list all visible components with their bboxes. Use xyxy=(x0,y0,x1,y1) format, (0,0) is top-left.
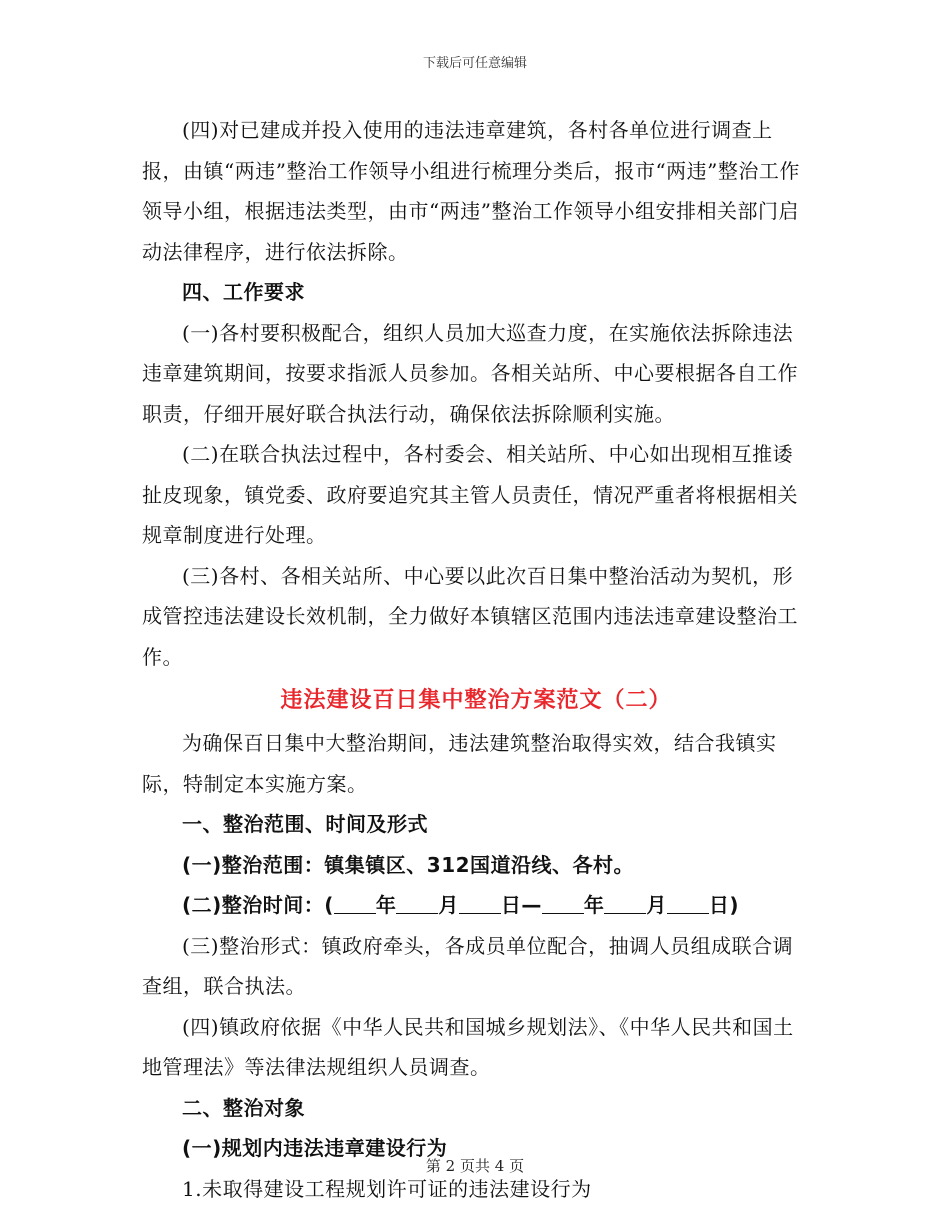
document-body xyxy=(142,110,810,1209)
paragraph-form: (三)整治形式：镇政府牵头，各成员单位配合，抽调人员组成联合调查组，联合执法。 xyxy=(142,933,794,998)
label-day-close: 日) xyxy=(708,893,740,917)
paragraph-si: (四)对已建成并投入使用的违法违章建筑，各村各单位进行调查上报，由镇“两违”整治工作领导小组进行梳理分类后，报市“两违”整治工作领导小组，根据违法类型，由市“两违”整治工作领导小组安排相关部门启动法律程序，进行依法拆除。 xyxy=(142,118,800,264)
blank-day-start xyxy=(459,893,501,914)
blank-year-end xyxy=(542,893,584,914)
blank-month-start xyxy=(396,893,438,914)
paragraph-time xyxy=(142,885,810,926)
paragraph-er: (二)在联合执法过程中，各村委会、相关站所、中心如出现相互推诿扯皮现象，镇党委、政府要追究其主管人员责任，情况严重者将根据相关规章制度进行处理。 xyxy=(142,442,798,547)
blank-month-end xyxy=(604,893,646,914)
heading-targets: 二、整治对象 xyxy=(182,1095,305,1120)
heading-planned-violations: (一)规划内违法违章建设行为 xyxy=(182,1136,448,1160)
blank-day-end xyxy=(667,893,709,914)
time-prefix: (二)整治时间：( xyxy=(182,893,334,917)
label-day-dash: 日— xyxy=(500,893,542,917)
label-year: 年 xyxy=(375,893,397,917)
heading-scope-time-form: 一、整治范围、时间及形式 xyxy=(182,812,428,836)
paragraph-intro: 为确保百日集中大整治期间，违法建筑整治取得实效，结合我镇实际，特制定本实施方案。 xyxy=(142,731,777,796)
paragraph-scope: (一)整治范围：镇集镇区、312国道沿线、各村。 xyxy=(182,852,635,877)
list-item-1: 1.未取得建设工程规划许可证的违法建设行为 xyxy=(182,1176,592,1201)
paragraph-san: (三)各村、各相关站所、中心要以此次百日集中整治活动为契机，形成管控违法建设长效机制，全力做好本镇辖区范围内违法违章建设整治工作。 xyxy=(142,563,798,669)
label-month-end: 月 xyxy=(646,893,667,917)
paragraph-yi: (一)各村要积极配合，组织人员加大巡查力度，在实施依法拆除违法违章建筑期间，按要求指派人员参加。各相关站所、中心要根据各自工作职责，仔细开展好联合执法行动，确保依法拆除顺利实施。 xyxy=(142,320,798,426)
paragraph-basis: (四)镇政府依据《中华人民共和国城乡规划法》、《中华人民共和国土地管理法》等法律法规组织人员调查。 xyxy=(142,1014,794,1079)
label-year-end: 年 xyxy=(583,893,605,917)
section-title: 违法建设百日集中整治方案范文（二） xyxy=(280,688,672,713)
heading-work-requirements: 四、工作要求 xyxy=(182,280,305,304)
blank-year-start xyxy=(334,893,376,914)
label-month: 月 xyxy=(438,893,459,917)
page-header: 下载后可任意编辑 xyxy=(422,56,527,71)
page-footer: 第 2 页共 4 页 xyxy=(425,1157,525,1175)
